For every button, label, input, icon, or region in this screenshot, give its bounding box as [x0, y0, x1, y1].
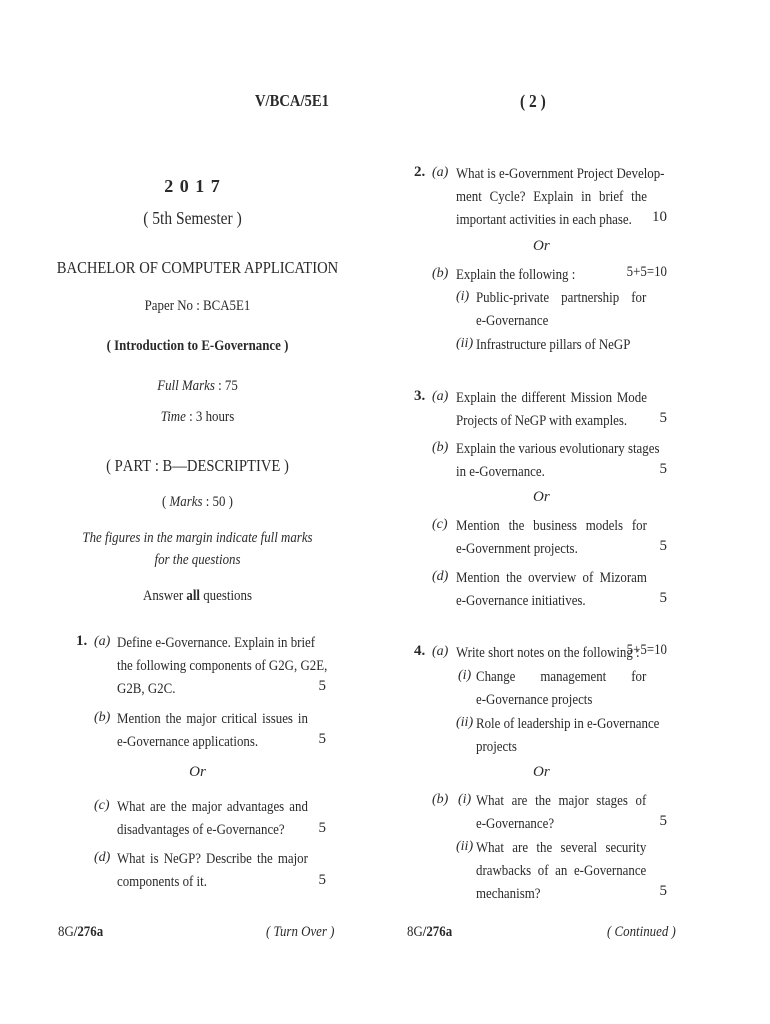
- sub-part-label: (ii): [456, 336, 474, 351]
- footer-code: 8G/276a: [58, 924, 104, 940]
- answer-instruction: Answer all questions: [143, 588, 252, 604]
- right-page: ( 2 ) 2. (a) What is e-Government Project Develop- ment Cycle? Explain in brief the important activities in each phase. 10 Or (b) Explain the following : 5+5=10 (i) Public-private partnership for e-Governance (ii) Infrastructure pillars of NeGP 3. (a) Explain the different Mission Mode Projects of NeGP with examples. 5 (b) Explain the various evolutionary stages in e-Governance. 5 Or (c) Mention the business models for e-Government projects. 5 (d) Mention the overview of Mizoram e-Governance initiatives. 5 4. (a) Write short notes on the following : 5+5=10 (i) Change management for e-Governance projects (ii) Role of leadership in e-Governance projects Or (b) (i) What are the major stages of e-Governance? 5 (ii) What are the several security drawbacks of an e-Governance mechanism? 5 8G/276a ( Continued ): [385, 0, 770, 1024]
- page-number: ( 2 ): [520, 91, 546, 111]
- question-number: 2.: [414, 164, 426, 180]
- paper-number: Paper No : BCA5E1: [144, 298, 251, 314]
- sub-part-label: (ii): [456, 839, 474, 854]
- marks: 5: [318, 678, 326, 694]
- sub-part-label: (i): [456, 289, 470, 304]
- part-heading: ( PART : B—DESCRIPTIVE ): [106, 456, 289, 475]
- footer-turn-over: ( Turn Over ): [266, 924, 335, 940]
- marks: 5: [659, 590, 667, 606]
- part-label: (b): [432, 792, 449, 807]
- part-label: (a): [94, 634, 111, 649]
- question-number: 1.: [76, 633, 88, 649]
- subject-title: ( Introduction to E-Governance ): [106, 338, 289, 354]
- marks: 5: [659, 410, 667, 426]
- semester: ( 5th Semester ): [143, 208, 242, 228]
- sub-part-label: (i): [458, 792, 472, 807]
- left-page: V/BCA/5E1 2 0 1 7 ( 5th Semester ) BACHELOR OF COMPUTER APPLICATION Paper No : BCA5E1 ( Introduction to E-Governance ) Full Marks : 75 Time : 3 hours ( PART : B—DESCRIPTIVE ) ( Marks : 50 ) The figures in the margin indicate full marks for the questions Answer all questions 1. (a) Define e-Governance. Explain in brief the following components of G2G, G2E, G2B, G2C. 5 (b) Mention the major critical issues in e-Governance applications. 5 Or (c) What are the major advantages and disadvantages of e-Governance? 5 (d) What is NeGP? Describe the major components of it. 5 8G/276a ( Turn Over ): [0, 0, 385, 1024]
- part-label: (b): [94, 710, 111, 725]
- marks: 5: [318, 820, 326, 836]
- instruction-note-line2: for the questions: [154, 552, 241, 568]
- or-separator: Or: [533, 489, 550, 505]
- marks: 5: [318, 731, 326, 747]
- part-marks: ( Marks : 50 ): [162, 494, 233, 510]
- marks: 5: [659, 461, 667, 477]
- program-title: BACHELOR OF COMPUTER APPLICATION: [56, 258, 339, 277]
- marks: 5: [659, 538, 667, 554]
- or-separator: Or: [533, 238, 550, 254]
- or-separator: Or: [533, 764, 550, 780]
- sub-part-label: (i): [458, 668, 472, 683]
- full-marks: Full Marks : 75: [157, 378, 238, 394]
- marks: 10: [652, 209, 667, 225]
- marks: 5+5=10: [626, 264, 667, 280]
- part-label: (b): [432, 440, 449, 455]
- footer-code: 8G/276a: [407, 924, 453, 940]
- part-label: (a): [432, 165, 449, 180]
- part-label: (c): [94, 798, 110, 813]
- part-label: (d): [432, 569, 449, 584]
- question-number: 4.: [414, 643, 426, 659]
- paper-header-code: V/BCA/5E1: [255, 91, 329, 110]
- marks: 5: [659, 813, 667, 829]
- part-label: (c): [432, 517, 448, 532]
- marks: 5+5=10: [626, 642, 667, 658]
- marks: 5: [318, 872, 326, 888]
- or-separator: Or: [189, 764, 206, 780]
- marks: 5: [659, 883, 667, 899]
- exam-year: 2 0 1 7: [164, 176, 221, 196]
- question-number: 3.: [414, 388, 426, 404]
- exam-time: Time : 3 hours: [160, 409, 235, 425]
- footer-continued: ( Continued ): [607, 924, 676, 940]
- part-label: (b): [432, 266, 449, 281]
- part-label: (a): [432, 644, 449, 659]
- part-label: (d): [94, 850, 111, 865]
- instruction-note-line1: The figures in the margin indicate full marks: [82, 530, 313, 546]
- sub-part-label: (ii): [456, 715, 474, 730]
- part-label: (a): [432, 389, 449, 404]
